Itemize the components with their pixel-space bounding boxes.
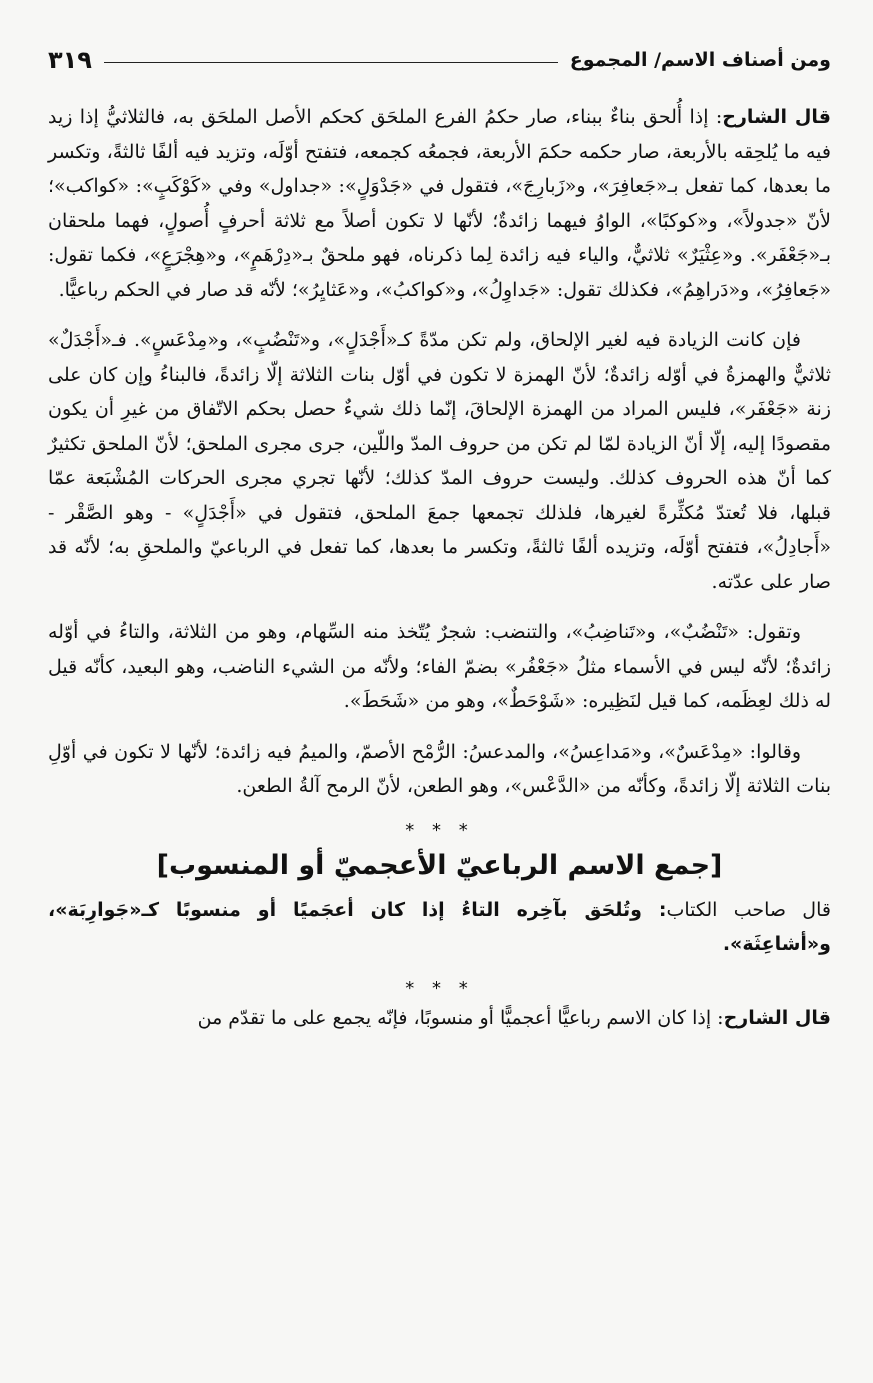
paragraph-4: وقالوا: «مِدْعَسٌ»، و«مَداعِسُ»، والمدعسُ: الرُّمْح الأصمّ، والميمُ فيه زائدة؛ لأنّها لا تكون في أوّلِ بنات الثلاثة إلّا زائدةً، وكأنّه من «الدَّعْس»، وهو الطعن، لأنّ الرمح آلةُ الطعن. [48,740,831,797]
paragraph-text: : إذا أُلحق بناءٌ ببناء، صار حكمُ الفرع الملحَق كحكم الأصل الملحَق به، فالثلاثيُّ إذا زيد فيه ما يُلحِقه بالأربعة، صار حكمه حكمَ الأربعة، فجمعُه كجمعه، فتفتح أوّلَه، وتزيد فيه ألفًا ثالثةً، وتكسر ما بعدها، كما تفعل بـ«جَعافِرَ»، و«زَبارِجَ»، فتقول في «جَدْوَلٍ»: «جداول» وفي «كَوْكَبٍ»: «كواكب»؛ لأنّ «جدولاً»، و«كوكبًا»، الواوُ فيهما زائدةٌ؛ لأنّها لا تكون أصلاً مع ثلاثة أحرفٍ أُصولٍ، فهما ملحقان بـ«جَعْفَر». و«عِثْيَرٌ» ثلاثيٌّ، والياء فيه زائدة لِما ذكرناه، فهو ملحقٌ بـ«دِرْهَمٍ»، و«هِجْرَعٍ»، فكما تقول: «جَعافِرُ»، و«دَراهِمُ»، فكذلك تقول: «جَداوِلُ»، و«كواكبُ»، و«عَثايِرُ»؛ لأنّه قد صار في الحكم رباعيًّا. [48,106,831,301]
paragraph-commentary-1 [48,100,831,307]
running-header [48,40,831,80]
paragraph-2: فإن كانت الزيادة فيه لغير الإلحاق، ولم تكن مدّةً كـ«أَجْدَلٍ»، و«تَنْضُبٍ»، و«مِدْعَسٍ». فـ«أَجْدَلٌ» ثلاثيٌّ والهمزةُ في أوّله زائدةٌ؛ لأنّ الهمزة لا تكون في أوّل بنات الثلاثة إلّا زائدةً، فالبناءُ وإن كان على زنة «جَعْفَر»، فليس المراد من الهمزة الإلحاقَ، إنّما ذلك شيءٌ حصل بحكم الاتّفاق من غيرِ أن يكون مقصودًا إليه، إلّا أنّ الزيادة لمّا لم تكن من حروف المدّ واللّين، جرى مجرى الملحق؛ لأنّ الملحق تكثيرٌ كما أنّ هذه الحروف كذلك. وليست حروف المدّ كذلك؛ لأنّها تجري مجرى الحركات المُشْبَعة عمّا قبلها، فلا تُعتدّ مُكثِّرةً لغيرها، فلذلك تجمعها جمعَ الملحق، فتقول في «أَجْدَلٍ» - وهو الصَّقْر - «أَجادِلُ»، فتفتح أوّلَه، وتزيده ألفًا ثالثةً، وتكسر ما بعدها، كما تفعل في الرباعيّ والملحقِ به؛ لأنّه قد صار على عدّته. [48,329,831,593]
commentator-label: قال الشارح [722,106,831,128]
paragraph-3: وتقول: «تَنْضُبٌ»، و«تَناضِبُ»، والتنضب: شجرٌ يُتّخذ منه السِّهام، وهو من الثلاثة، والتاءُ في أوّله زائدةٌ؛ لأنّه ليس في الأسماء مثلُ «جَعْفُر» بضمّ الفاء؛ ولأنّه من الشيء الناضب، وهو البعيد، كأنّه قيل له ذلك لعِظَمه، كما قيل لنَظِيره: «شَوْحَطٌ»، وهو من «شَحَطَ». [48,621,831,712]
paragraph-text-2: : إذا كان الاسم رباعيًّا أعجميًّا أو منسوبًا، فإنّه يجمع على ما تقدّم من [197,1006,724,1029]
header-rule [104,62,558,63]
running-title: ومن أصناف الاسم/ المجموع [569,49,831,71]
commentator-label-2: قال الشارح [723,1006,831,1029]
paragraph-commentary-2 [48,1001,831,1036]
section-separator: * * * [405,819,474,841]
section-separator-2: * * * [405,977,474,999]
author-text-paragraph [48,893,831,962]
author-text: : وتُلحَق بآخِره التاءُ إذا كان أعجَميًا أو منسوبًا كـ«جَوارِبَة»، و«أشاعِثَة». [48,898,831,955]
author-label: قال صاحب الكتاب [666,898,831,921]
section-heading: [جمع الاسم الرباعيّ الأعجميّ أو المنسوب] [156,849,723,881]
page-number: ٣١٩ [48,46,92,74]
